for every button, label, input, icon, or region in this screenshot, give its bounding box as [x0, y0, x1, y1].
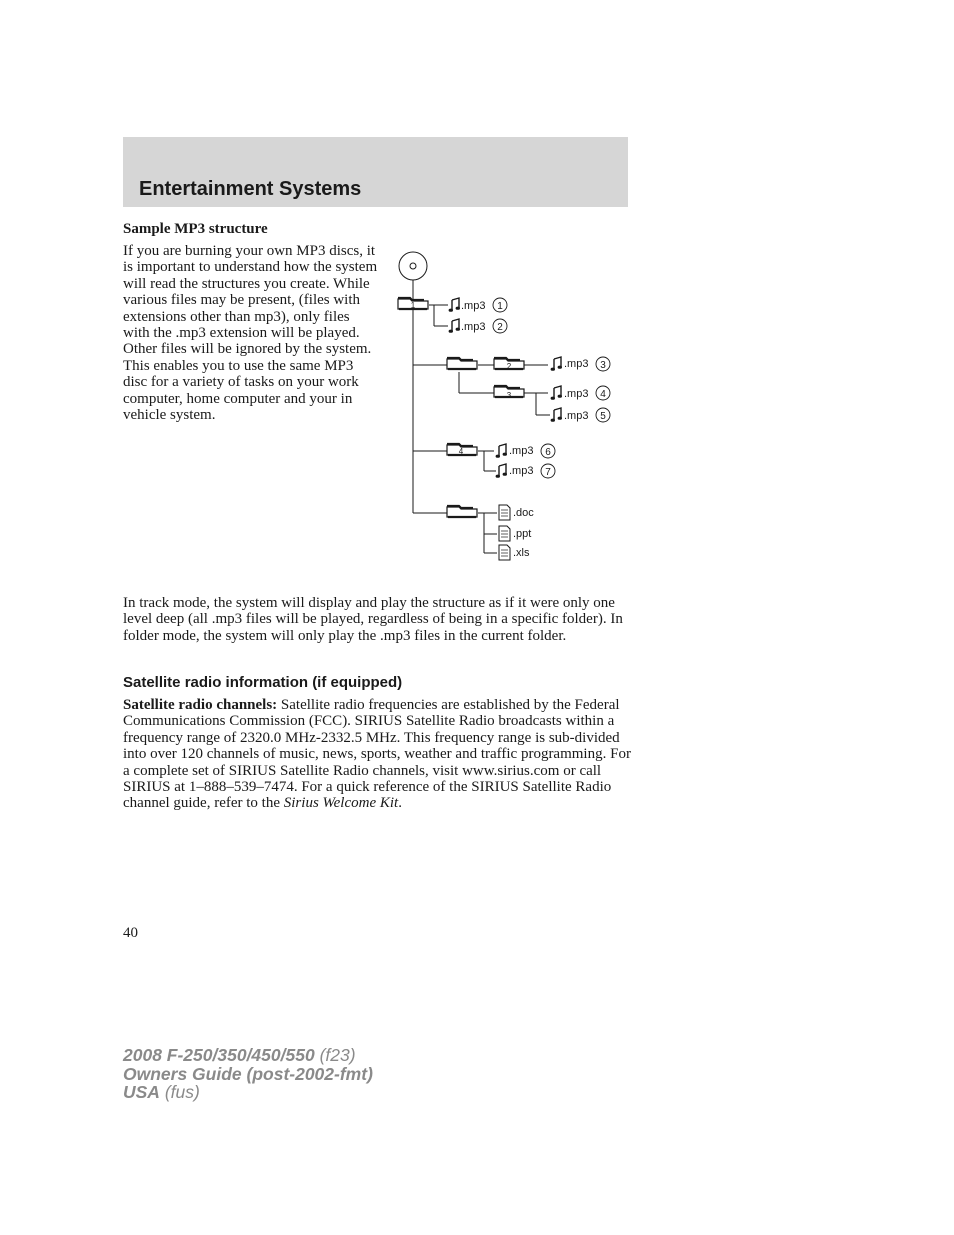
mp3-entry-5: [551, 408, 610, 422]
folder-icon-1: [398, 298, 428, 310]
track-number: 3: [600, 360, 606, 371]
satellite-lead: Satellite radio channels:: [123, 697, 278, 713]
folder-icon-2: [494, 358, 524, 371]
svg-text:.xls: .xls: [513, 547, 530, 559]
mp3-structure-diagram: [390, 248, 620, 568]
mp3-intro-paragraph: If you are burning your own MP3 discs, it is important to understand how the system will read the structures you create. While various files may be present, (files with extensions other than mp3), only files with the .mp3 extension will be played. Other files will be ignored by the system. This enables you to use the same MP3 disc for a variety of tasks on your work computer, home computer and your in vehicle system.: [123, 243, 378, 424]
svg-text:.mp3: .mp3: [564, 388, 589, 400]
svg-text:.mp3: .mp3: [564, 358, 589, 370]
footer-market-code: (fus): [159, 1082, 200, 1102]
track-number: 2: [497, 322, 503, 333]
page-number: 40: [123, 925, 138, 941]
music-note-icon: [496, 444, 507, 458]
mp3-structure-heading: Sample MP3 structure: [123, 221, 268, 237]
music-note-icon: [449, 319, 460, 333]
folder-icon-4: [447, 444, 477, 456]
xls-file-entry: [499, 545, 530, 560]
music-note-icon: [551, 357, 562, 371]
satellite-end: .: [398, 795, 402, 812]
doc-file-entry: [499, 505, 534, 520]
svg-text:.doc: .doc: [513, 507, 534, 519]
folder-number: 3: [506, 391, 512, 400]
mp3-entry-2: [449, 319, 507, 333]
mp3-entry-1: [449, 298, 507, 312]
track-number: 4: [600, 389, 606, 400]
ppt-file-entry: [499, 526, 531, 541]
svg-text:.mp3: .mp3: [564, 410, 589, 422]
svg-text:.ppt: .ppt: [513, 528, 532, 540]
folder-number: 4: [458, 447, 464, 456]
svg-text:.mp3: .mp3: [461, 321, 486, 333]
satellite-body: Satellite radio frequencies are established by the Federal Communications Commission (FCC). SIRIUS Satellite Radio broadcasts within a frequency range of 2320.0 MHz-2332.5 MHz. This frequency range is sub-divided into over 120 channels of music, news, sports, weather and traffic programming. For a complete set of SIRIUS Satellite Radio channels, visit www.sirius.com or call SIRIUS at 1–888–539–7474. For a quick reference of the SIRIUS Satellite Radio channel guide, refer to the: [123, 697, 631, 812]
folder-icon-unnumbered: [447, 358, 477, 369]
track-number: 5: [600, 411, 606, 422]
satellite-radio-heading: Satellite radio information (if equipped): [123, 674, 403, 691]
svg-text:.mp3: .mp3: [509, 445, 534, 457]
music-note-icon: [551, 408, 562, 422]
section-header-band: [123, 137, 628, 207]
folder-icon-3: [494, 386, 524, 400]
document-icon: [499, 505, 510, 520]
footer-guide: Owners Guide (post-2002-fmt): [123, 1063, 373, 1084]
track-number: 1: [497, 301, 503, 312]
music-note-icon: [496, 464, 507, 478]
folder-icon-unnumbered: [447, 506, 477, 517]
cd-icon: [399, 252, 427, 280]
footer-market: USA: [123, 1082, 160, 1102]
mp3-entry-4: [551, 386, 610, 400]
mp3-entry-7: [496, 464, 555, 478]
document-icon: [499, 545, 510, 560]
track-number: 7: [545, 467, 551, 478]
svg-text:.mp3: .mp3: [461, 300, 486, 312]
music-note-icon: [449, 298, 460, 312]
music-note-icon: [551, 386, 562, 400]
mp3-entry-3: [551, 357, 610, 371]
mp3-entry-6: [496, 444, 555, 458]
section-title: Entertainment Systems: [139, 178, 362, 200]
track-mode-paragraph: In track mode, the system will display and play the structure as if it were only one level deep (all .mp3 files will be played, regardless of being in a specific folder). In folder mode, the system will only play the .mp3 files in the current folder.: [123, 595, 623, 644]
footer-model-code: (f23): [314, 1045, 356, 1065]
folder-number: 2: [506, 362, 512, 371]
svg-text:.mp3: .mp3: [509, 465, 534, 477]
folder-number: 1: [410, 301, 416, 310]
footer-model: 2008 F-250/350/450/550: [123, 1045, 315, 1065]
document-footer: [123, 1046, 373, 1102]
satellite-radio-paragraph: [123, 697, 633, 812]
track-number: 6: [545, 447, 551, 458]
sirius-welcome-kit-title: Sirius Welcome Kit: [283, 795, 399, 812]
document-icon: [499, 526, 510, 541]
